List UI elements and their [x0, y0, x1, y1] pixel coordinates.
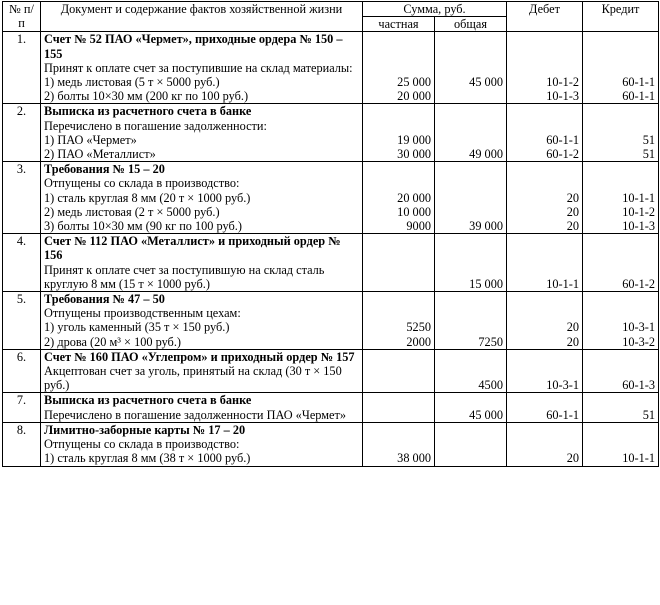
- table-row: [3, 104, 659, 162]
- cell-credit: 60-1-2: [622, 276, 655, 291]
- account-credit: [583, 349, 659, 393]
- amount-partial: [363, 422, 435, 466]
- cell-credit: 60-1-1: [622, 89, 655, 104]
- cell-partial: 20 000: [397, 89, 431, 104]
- cell-debit: 20: [566, 320, 579, 335]
- document-title: Выписка из расчетного счета в банке: [44, 393, 252, 408]
- cell-debit: 10-3-1: [546, 378, 579, 393]
- cell-debit: 60-1-2: [546, 147, 579, 162]
- item-text: 1) сталь круглая 8 мм (38 т × 1000 руб.): [44, 451, 251, 466]
- row-number: 2.: [3, 104, 41, 162]
- table-row: [3, 292, 659, 350]
- row-description: [41, 393, 363, 422]
- cell-partial: [366, 408, 431, 422]
- amount-partial: [363, 393, 435, 422]
- header-partial: частная: [363, 17, 435, 32]
- row-description: [41, 104, 363, 162]
- row-number: 3.: [3, 162, 41, 234]
- cell-partial: 25 000: [397, 75, 431, 90]
- cell-total: [438, 191, 503, 205]
- cell-debit: 60-1-1: [546, 407, 579, 422]
- cell-partial: 20 000: [397, 190, 431, 205]
- cell-total: [438, 89, 503, 103]
- header-debit: Дебет: [507, 2, 583, 32]
- cell-partial: [366, 378, 431, 392]
- cell-total: [438, 205, 503, 219]
- item-text: 1) сталь круглая 8 мм (20 т × 1000 руб.): [44, 190, 251, 205]
- operation-text: Отпущены производственным цехам:: [44, 306, 241, 321]
- account-debit: [507, 292, 583, 350]
- row-number: 5.: [3, 292, 41, 350]
- item-text: 2) дрова (20 м³ × 100 руб.): [44, 334, 181, 349]
- amount-total: [435, 393, 507, 422]
- cell-credit: 10-1-2: [622, 204, 655, 219]
- row-description: [41, 162, 363, 234]
- cell-credit: 60-1-3: [622, 378, 655, 393]
- account-credit: [583, 292, 659, 350]
- operation-text: Отпущены со склада в производство:: [44, 176, 240, 191]
- header-description: Документ и содержание фактов хозяйственной жизни: [41, 2, 363, 32]
- row-description: [41, 422, 363, 466]
- cell-total: 39 000: [469, 219, 503, 234]
- cell-debit: 10-1-3: [546, 89, 579, 104]
- cell-credit: 51: [642, 407, 655, 422]
- item-text: 3) болты 10×30 мм (90 кг по 100 руб.): [44, 219, 242, 234]
- account-debit: [507, 162, 583, 234]
- amount-total: [435, 422, 507, 466]
- operation-text: Акцептован счет за уголь, принятый на склад (30 т × 150 руб.): [44, 364, 342, 393]
- cell-credit: 10-3-2: [622, 334, 655, 349]
- cell-debit: 20: [566, 334, 579, 349]
- account-debit: [507, 422, 583, 466]
- amount-total: [435, 349, 507, 393]
- operation-text: Принят к оплате счет за поступившие на склад материалы:: [44, 60, 353, 75]
- item-text: 1) ПАО «Чермет»: [44, 132, 137, 147]
- cell-total: [438, 451, 503, 465]
- account-debit: [507, 32, 583, 104]
- amount-partial: [363, 349, 435, 393]
- header-num: № п/п: [3, 2, 41, 32]
- account-debit: [507, 393, 583, 422]
- document-title: Счет № 52 ПАО «Чермет», приходные ордера № 150 – 155: [44, 32, 343, 61]
- cell-credit: 10-1-1: [622, 451, 655, 466]
- document-title: Требования № 47 – 50: [44, 292, 165, 307]
- amount-partial: [363, 292, 435, 350]
- account-debit: [507, 234, 583, 292]
- cell-partial: 5250: [406, 320, 431, 335]
- item-text: 2) болты 10×30 мм (200 кг по 100 руб.): [44, 89, 249, 104]
- operation-text: Принят к оплате счет за поступившую на склад сталь круглую 8 мм (15 т × 1000 руб.): [44, 262, 325, 291]
- cell-credit: 10-1-3: [622, 219, 655, 234]
- row-number: 8.: [3, 422, 41, 466]
- cell-debit: 10-1-2: [546, 75, 579, 90]
- cell-debit: 10-1-1: [546, 276, 579, 291]
- table-row: [3, 162, 659, 234]
- document-title: Счет № 112 ПАО «Металлист» и приходный ордер № 156: [44, 234, 341, 263]
- ledger-table: [2, 1, 659, 467]
- document-title: Выписка из расчетного счета в банке: [44, 104, 252, 119]
- amount-total: [435, 292, 507, 350]
- header-credit: Кредит: [583, 2, 659, 32]
- account-debit: [507, 104, 583, 162]
- table-row: [3, 422, 659, 466]
- header-row: [3, 2, 659, 17]
- cell-debit: 20: [566, 219, 579, 234]
- item-text: 1) медь листовая (5 т × 5000 руб.): [44, 75, 220, 90]
- header-sum: Сумма, руб.: [363, 2, 507, 17]
- cell-credit: 51: [642, 147, 655, 162]
- cell-credit: 60-1-1: [622, 75, 655, 90]
- amount-partial: [363, 162, 435, 234]
- account-credit: [583, 422, 659, 466]
- account-credit: [583, 104, 659, 162]
- cell-total: 7250: [478, 334, 503, 349]
- cell-total: [438, 133, 503, 147]
- cell-partial: 38 000: [397, 451, 431, 466]
- amount-total: [435, 104, 507, 162]
- cell-total: 49 000: [469, 147, 503, 162]
- cell-credit: 10-3-1: [622, 320, 655, 335]
- row-description: [41, 292, 363, 350]
- row-number: 6.: [3, 349, 41, 393]
- row-number: 4.: [3, 234, 41, 292]
- table-row: [3, 234, 659, 292]
- cell-total: 45 000: [469, 407, 503, 422]
- cell-total: 4500: [478, 378, 503, 393]
- cell-debit: 20: [566, 190, 579, 205]
- ledger-body: [3, 32, 659, 466]
- table-row: [3, 393, 659, 422]
- operation-text: Перечислено в погашение задолженности:: [44, 118, 267, 133]
- item-text: 2) ПАО «Металлист»: [44, 147, 156, 162]
- row-description: [41, 349, 363, 393]
- amount-total: [435, 32, 507, 104]
- cell-total: 45 000: [469, 75, 503, 90]
- row-description: [41, 234, 363, 292]
- cell-credit: 51: [642, 132, 655, 147]
- row-number: 7.: [3, 393, 41, 422]
- cell-debit: 60-1-1: [546, 132, 579, 147]
- table-row: [3, 32, 659, 104]
- operation-text: Отпущены со склада в производство:: [44, 437, 240, 452]
- cell-debit: 20: [566, 204, 579, 219]
- row-description: [41, 32, 363, 104]
- header-total: общая: [435, 17, 507, 32]
- amount-partial: [363, 32, 435, 104]
- table-row: [3, 349, 659, 393]
- item-text: 1) уголь каменный (35 т × 150 руб.): [44, 320, 230, 335]
- amount-partial: [363, 234, 435, 292]
- cell-total: [438, 320, 503, 334]
- amount-total: [435, 162, 507, 234]
- cell-partial: 9000: [406, 219, 431, 234]
- cell-credit: 10-1-1: [622, 190, 655, 205]
- amount-total: [435, 234, 507, 292]
- operation-text: Перечислено в погашение задолженности ПАО «Чермет»: [44, 407, 347, 422]
- amount-partial: [363, 104, 435, 162]
- cell-partial: 19 000: [397, 132, 431, 147]
- row-number: 1.: [3, 32, 41, 104]
- account-credit: [583, 32, 659, 104]
- account-credit: [583, 393, 659, 422]
- document-title: Требования № 15 – 20: [44, 162, 165, 177]
- item-text: 2) медь листовая (2 т × 5000 руб.): [44, 204, 220, 219]
- document-title: Счет № 160 ПАО «Углепром» и приходный ордер № 157: [44, 349, 355, 364]
- cell-total: 15 000: [469, 276, 503, 291]
- account-credit: [583, 162, 659, 234]
- account-debit: [507, 349, 583, 393]
- cell-debit: 20: [566, 451, 579, 466]
- document-title: Лимитно-заборные карты № 17 – 20: [44, 422, 246, 437]
- cell-partial: [366, 277, 431, 291]
- cell-partial: 30 000: [397, 147, 431, 162]
- cell-partial: 10 000: [397, 204, 431, 219]
- cell-partial: 2000: [406, 334, 431, 349]
- account-credit: [583, 234, 659, 292]
